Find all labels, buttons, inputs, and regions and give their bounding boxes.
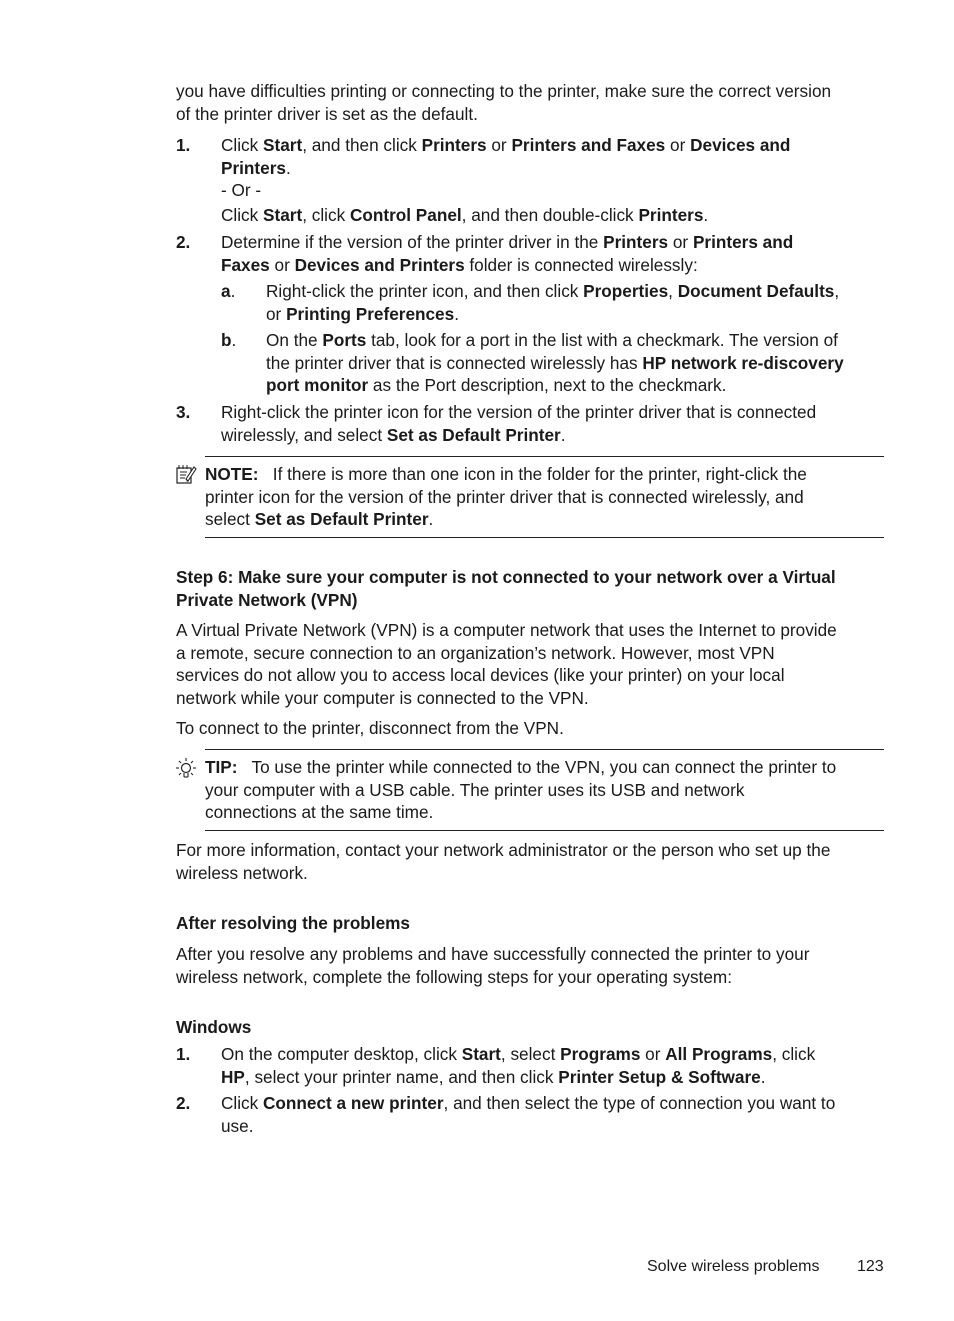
windows-step-2-text: Click Connect a new printer, and then select the type of connection you want to use. xyxy=(221,1093,836,1136)
substep-a-text: Right-click the printer icon, and then click Properties, Document Defaults, or Printing Preferences. xyxy=(266,281,840,324)
step-number: 2. xyxy=(176,232,191,252)
footer-section-title: Solve wireless problems xyxy=(647,1258,820,1275)
or-separator: - Or - xyxy=(221,180,262,200)
step-3-text: Right-click the printer icon for the version of the printer driver that is connected wirelessly, and select Set as Default Printer. xyxy=(221,402,817,445)
after-heading: After resolving the problems xyxy=(176,913,410,933)
vpn-disconnect-paragraph: To connect to the printer, disconnect from the VPN. xyxy=(176,718,564,738)
tip-bottom-rule xyxy=(205,830,884,831)
note-bottom-rule xyxy=(205,537,884,538)
intro-paragraph xyxy=(176,80,886,125)
more-info-paragraph: For more information, contact your network administrator or the person who set up the wireless network. xyxy=(176,840,831,883)
step-number: 1. xyxy=(176,135,191,155)
lightbulb-icon xyxy=(174,757,198,787)
step-number: 2. xyxy=(176,1093,191,1113)
tip-top-rule xyxy=(205,749,884,750)
vpn-paragraph: A Virtual Private Network (VPN) is a computer network that uses the Internet to provide a remote, secure connection to an organization’s network. However, most VPN services do not allow you to access local devices (like your printer) on your local network while your computer is connected to the VPN. xyxy=(176,620,837,708)
step-number: 1. xyxy=(176,1044,191,1064)
tip-label: TIP: xyxy=(205,757,238,777)
windows-step-1-text: On the computer desktop, click Start, select Programs or All Programs, click HP, select your printer name, and then click Printer Setup & Software. xyxy=(221,1044,816,1087)
note-icon xyxy=(175,464,197,492)
substep-letter: b. xyxy=(221,330,237,350)
intro-line: of the printer driver is set as the default. xyxy=(176,103,478,124)
step-number: 3. xyxy=(176,402,191,422)
substep-letter: a. xyxy=(221,281,236,301)
intro-line: you have difficulties printing or connecting to the printer, make sure the correct version xyxy=(176,81,832,101)
page-number: 123 xyxy=(857,1258,884,1275)
substep-b-text: On the Ports tab, look for a port in the list with a checkmark. The version of the printer driver that is connected wirelessly has HP network re-discovery port monitor as the Port description, next to the checkmark. xyxy=(266,330,844,395)
tip-text: TIP: To use the printer while connected to the VPN, you can connect the printer to your computer with a USB cable. The printer uses its USB and network connections at the same time. xyxy=(205,757,837,822)
note-top-rule xyxy=(205,456,884,457)
windows-heading: Windows xyxy=(176,1017,252,1037)
step-2-text: Determine if the version of the printer driver in the Printers or Printers and Faxes or Devices and Printers folder is connected wirelessly: xyxy=(221,232,794,275)
step-1-text: Click Start, and then click Printers or Printers and Faxes or Devices and Printers. - Or - Click Start, click Control Panel, and then double-click Printers. xyxy=(221,135,791,225)
step6-heading: Step 6: Make sure your computer is not connected to your network over a Virtual Private Network (VPN) xyxy=(176,567,836,610)
note-text: NOTE: If there is more than one icon in the folder for the printer, right-click the printer icon for the version of the printer driver that is connected wirelessly, and select Set as Default Printer. xyxy=(205,464,807,529)
after-paragraph: After you resolve any problems and have successfully connected the printer to your wireless network, complete the following steps for your operating system: xyxy=(176,944,810,987)
note-label: NOTE: xyxy=(205,464,259,484)
